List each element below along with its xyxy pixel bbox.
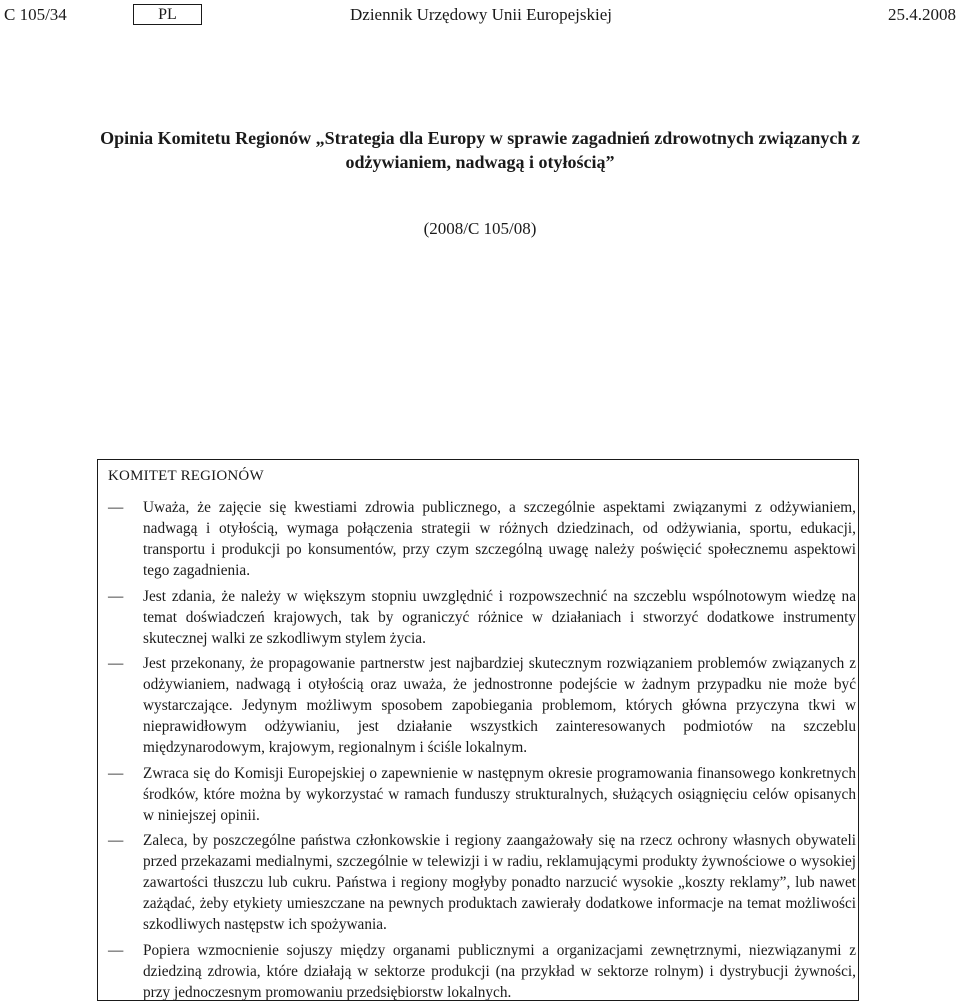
points-list xyxy=(108,497,856,1007)
title-line-1: Opinia Komitetu Regionów „Strategia dla Europy w sprawie zagadnień zdrowotnych związanych z xyxy=(100,128,860,148)
document-reference: (2008/C 105/08) xyxy=(423,219,537,238)
list-item xyxy=(108,497,856,581)
list-item xyxy=(108,586,856,649)
list-item xyxy=(108,940,856,1003)
journal-name: Dziennik Urzędowy Unii Europejskiej xyxy=(350,5,613,24)
document-title xyxy=(60,126,900,174)
publication-date: 25.4.2008 xyxy=(888,5,956,24)
list-item-text: Jest zdania, że należy w większym stopniu uwzględnić i rozpowszechnić na szczeblu wspólnotowym wiedzę na temat doświadczeń krajowych, tak by ograniczyć różnice w działaniach i stworzyć dodatkowe instrumenty skutecznej walki ze szkodliwym stylem życia. xyxy=(143,587,856,647)
language-badge: PL xyxy=(133,4,202,25)
summary-box xyxy=(97,459,859,1001)
dash-bullet: — xyxy=(108,832,124,849)
title-line-2: odżywianiem, nadwagą i otyłością” xyxy=(345,152,615,172)
committee-heading: KOMITET REGIONÓW xyxy=(108,468,264,484)
dash-bullet: — xyxy=(108,655,124,672)
page-reference: C 105/34 xyxy=(4,5,67,24)
dash-bullet: — xyxy=(108,941,124,959)
list-item-text: Zaleca, by poszczególne państwa członkowskie i regiony zaangażowały się na rzecz ochrony własnych obywateli przed przekazami medialnymi, szczególnie w telewizji i w radiu, reklamującymi produkty żywnościowe o wysokiej zawartości tłuszczu lub cukru. Państwa i regiony mogłyby ponadto narzucić wysokie „koszty reklamy”, lub nawet zażądać, żeby etykiety umieszczane na pewnych produktach zawierały dodatkowe informacje na temat możliwości szkodliwych następstw ich spożywania. xyxy=(143,832,856,933)
list-item xyxy=(108,763,856,826)
dash-bullet: — xyxy=(108,499,124,516)
list-item-text: Jest przekonany, że propagowanie partnerstw jest najbardziej skutecznym rozwiązaniem problemów związanych z odżywianiem, nadwagą i otyłością oraz uważa, że jednostronne podejście w żadnym przypadku nie może być wystarczające. Jedynym możliwym sposobem zapobiegania problemom, których główna przyczyna tkwi w nieprawidłowym odżywianiu, jest działanie wszystkich zainteresowanych podmiotów na szczeblu międzynarodowym, krajowym, regionalnym i ściśle lokalnym. xyxy=(143,655,856,756)
dash-bullet: — xyxy=(108,587,124,605)
list-item xyxy=(108,653,856,758)
list-item-text: Uważa, że zajęcie się kwestiami zdrowia publicznego, a szczególnie aspektami związanymi z odżywianiem, nadwagą i otyłością, wymaga połączenia strategii w różnych dziedzinach, od odżywiania, sportu, edukacji, transportu i produkcji po konsumentów, przy czym szczególną uwagę należy poświęcić społecznemu aspektowi tego zagadnienia. xyxy=(143,499,856,579)
page-header xyxy=(0,0,960,30)
list-item-text: Zwraca się do Komisji Europejskiej o zapewnienie w następnym okresie programowania finansowego konkretnych środków, które można by wykorzystać w ramach funduszy strukturalnych, służących osiągnięciu celów opisanych w niniejszej opinii. xyxy=(143,764,856,824)
list-item xyxy=(108,830,856,935)
dash-bullet: — xyxy=(108,764,124,782)
list-item-text: Popiera wzmocnienie sojuszy między organami publicznymi a organizacjami zewnętrznymi, niezwiązanymi z dziedziną zdrowia, które działają w sektorze produkcji (na przykład w sektorze rolnym) i dystrybucji żywności, przy jednoczesnym promowaniu przedsiębiorstw lokalnych. xyxy=(143,941,856,1001)
